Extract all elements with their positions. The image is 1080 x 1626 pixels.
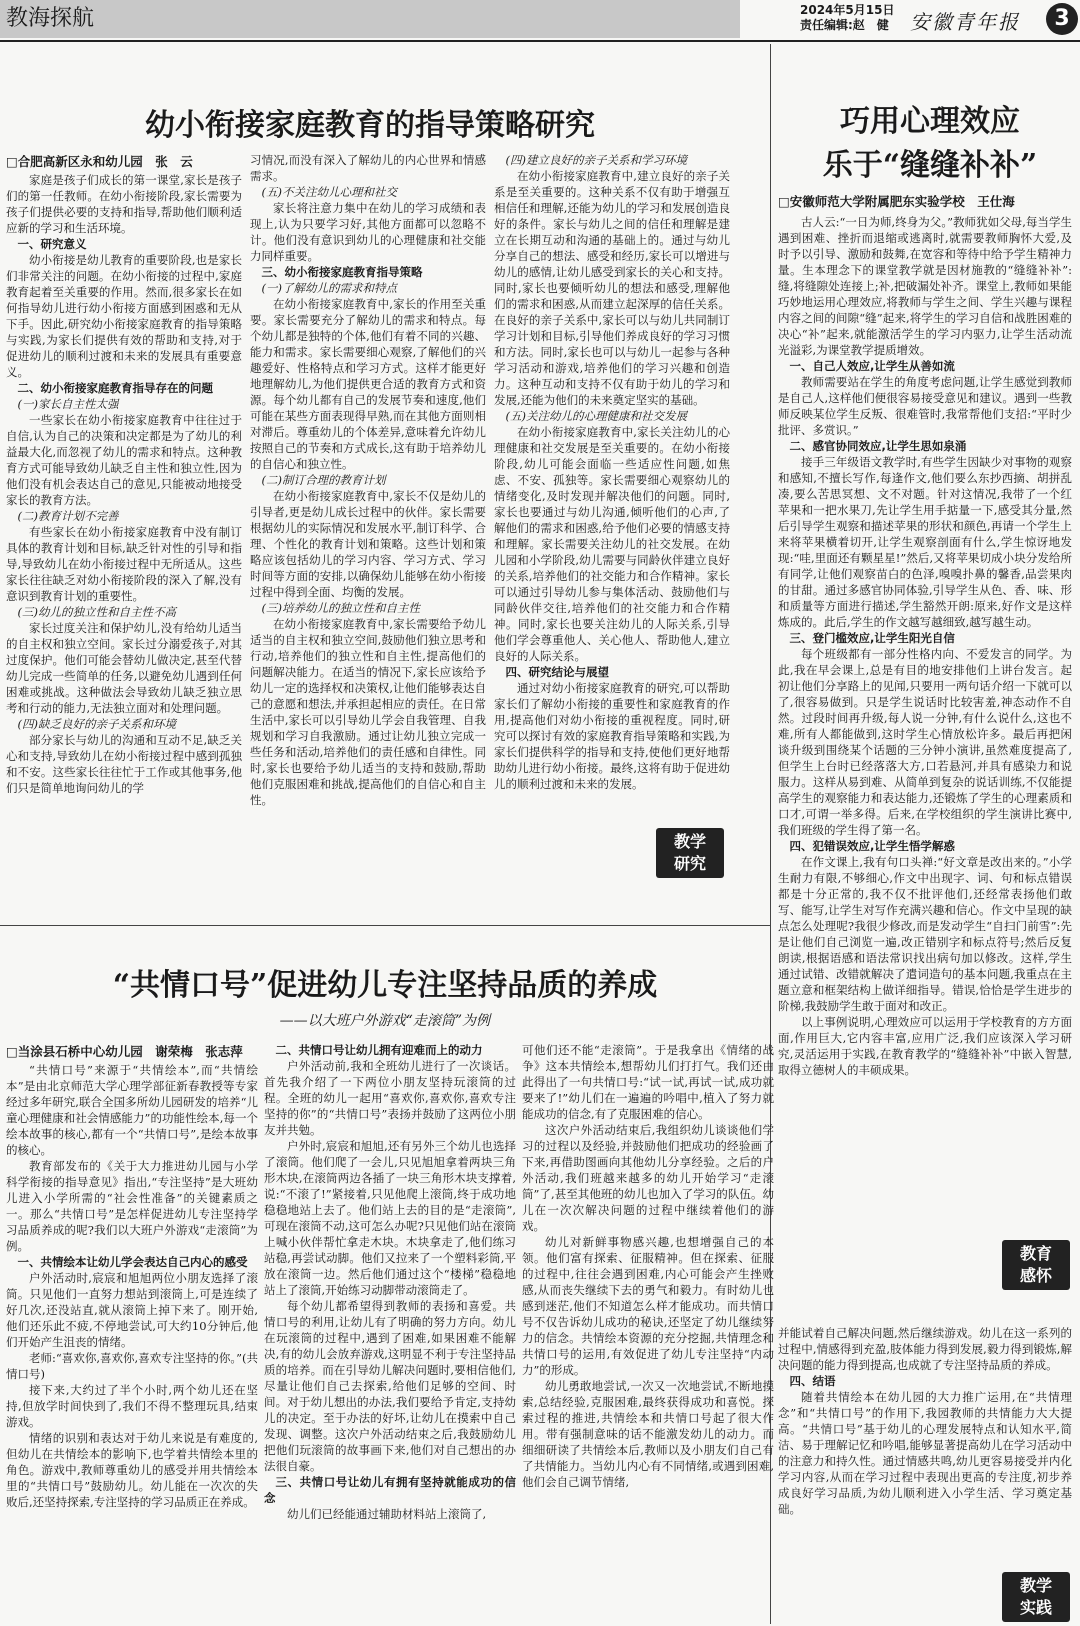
section-heading: (四)建立良好的亲子关系和学习环境 xyxy=(505,153,687,167)
article-3-col-1 xyxy=(6,1062,258,1622)
paragraph: 情绪的识别和表达对于幼儿来说是有难度的,但幼儿在共情绘本的影响下,也学着共情绘本里的角色。游戏中,教师尊重幼儿的感受并用共情绘本里的“共情口号”鼓励幼儿。幼儿能在一次次的失败后,还坚持探索,专注坚持的学习品质正在养成。 xyxy=(6,1431,258,1509)
section-heading: (四)缺乏良好的亲子关系和环境 xyxy=(17,717,176,731)
paragraph: 古人云:“一日为师,终身为父。”教师犹如父母,每当学生遇到困难、挫折而退缩或逃离时,就需要教师胸怀大爱,及时予以引导、激励和鼓舞,在宽容和等待中给予学生精神力量。生本理念下的课堂教学就是因材施教的“缝缝补补”:缝,将缝隙处连接上;补,把破漏处补齐。课堂上,教师如果能巧妙地运用心理效应,将教师与学生之间、学生兴趣与课程内容之间的间隙“缝”起来,将学生的学习自信和战胜困难的决心“补”起来,就能激活学生的学习内驱力,让学生活动流光溢彩,为课堂教学提质增效。 xyxy=(778,215,1072,357)
editor-credit: 责任编辑:赵 健 xyxy=(800,18,889,32)
paragraph: 教师需要站在学生的角度考虑问题,让学生感觉到教师是自己人,这样他们便很容易接受意见和建议。遇到一些教师反映某位学生反叛、很难管时,我常帮他们支招:“平时少批评、多赏识。” xyxy=(778,375,1072,437)
section-heading: (二)教育计划不完善 xyxy=(17,509,119,523)
section-heading: (五)不关注幼儿心理和社交 xyxy=(261,185,397,199)
article-3-col-3 xyxy=(522,1042,774,1622)
section-heading: 二、幼小衔接家庭教育指导存在的问题 xyxy=(17,381,213,395)
section-heading: 二、感官协同效应,让学生思如泉涌 xyxy=(789,439,967,453)
paragraph: 习情况,而没有深入了解幼儿的内心世界和情感需求。 xyxy=(250,153,486,183)
article-3-subtitle: ——以大班户外游戏“走滚筒”为例 xyxy=(279,1013,490,1029)
section-heading: 四、结语 xyxy=(789,1374,836,1388)
article-3-author: □当涂县石桥中心幼儿园 谢荣梅 张志萍 xyxy=(6,1044,243,1059)
section-heading: (一)了解幼儿的需求和特点 xyxy=(261,281,397,295)
paragraph: 部分家长与幼儿的沟通和互动不足,缺乏关心和支持,导致幼儿在幼小衔接过程中感到孤独和不安。这些家长往往忙于工作或其他事务,他们只是简单地询问幼儿的学 xyxy=(6,733,242,795)
paragraph: 接手三年级语文教学时,有些学生因缺少对事物的观察和感知,不擅长写作,每逢作文,他们要么东抄西摘、胡拼乱凑,要么苦思冥想、文不对题。针对这情况,我带了一个红苹果和一把水果刀,先让学生用手掂量一下,感受其分量,然后引导学生观察和描述苹果的形状和颜色,再请一个学生上来将苹果横着切开,让学生观察剖面有什么,学生惊讶地发现:“哇,里面还有颗星星!”然后,又将苹果切成小块分发给所有同学,让他们观察苗白的色泽,嗅嗅扑鼻的馨香,品尝果肉的甘甜。通过多感官协同体验,引导学生从色、香、味、形和质量等方面进行描述,学生豁然开朗:原来,好作文是这样炼成的。此后,学生的作文越写越细致,越写越生动。 xyxy=(778,455,1072,629)
section-heading: 一、共情绘本让幼儿学会表达自己内心的感受 xyxy=(17,1255,248,1269)
paragraph: 家长将注意力集中在幼儿的学习成绩和表现上,认为只要学习好,其他方面都可以忽略不计。他们没有意识到幼儿的心理健康和社交能力同样重要。 xyxy=(250,201,486,263)
paragraph: “共情口号”来源于“共情绘本”,而“共情绘本”是由北京师范大学心理学部征新春教授等专家经过多年研究,联合全国多所幼儿园研发的培养“儿童心理健康和社会情感能力”的功能性绘本,每一个绘本故事的核心,都有一个“共情口号”,是绘本故事的核心。 xyxy=(6,1063,258,1157)
section-heading: (二)制订合理的教育计划 xyxy=(261,473,386,487)
section-heading: 三、共情口号让幼儿有拥有坚持就能成功的信念 xyxy=(264,1475,516,1505)
paragraph: 每个班级都有一部分性格内向、不爱发言的同学。为此,我在早会课上,总是有目的地安排他们上讲台发言。起初让他们分享路上的见闻,只要用一两句话介绍一下就可以了,很容易做到。只是学生说话时比较害羞,神态动作不自然。过段时间再升级,每人说一分钟,有什么说什么,这也不难,所有人都能做到,这时学生心情放松许多。最后再把闲谈升级到围绕某个话题的三分钟小演讲,虽然难度提高了,但学生上台时已经落落大方,口若悬河,并具有感染力和说服力。这样从易到难、从简单到复杂的说话训练,不仅能提高学生的观察能力和表达能力,还锻炼了学生的心理素质和口才,可谓一举多得。后来,在学校组织的学生演讲比赛中,我们班级的学生得了第一名。 xyxy=(778,647,1072,837)
paragraph: 户外活动前,我和全班幼儿进行了一次谈话。首先我介绍了一下两位小朋友坚持玩滚筒的过程。全班的幼儿一起用“喜欢你,喜欢你,喜欢专注坚持的你”的“共情口号”表扬并鼓励了这两位小朋友并共勉。 xyxy=(264,1059,516,1137)
masthead-logo: 安徽青年报 xyxy=(910,10,1020,34)
paragraph: 户外时,宸宸和旭旭,还有另外三个幼儿也选择了滚筒。他们爬了一会儿,只见旭旭拿着两块三角形木块,在滚筒两边各插了一块三角形木块支撑着,说:“不滚了!”紧接着,只见他爬上滚筒,终于成功地稳稳地站上去了。他们站上去的目的是“走滚筒”,可现在滚筒不动,这可怎么办呢?只见他们站在滚筒上喊小伙伴帮忙拿走木块。木块拿走了,他们练习站稳,再尝试动脚。他们又拉来了一个塑料彩筒,平放在滚筒一边。然后他们通过这个“楼梯”稳稳地站上了滚筒,开始练习动脚带动滚筒走了。 xyxy=(264,1139,516,1297)
article-3-title: “共情口号”促进幼儿专注坚持品质的养成 xyxy=(112,968,658,1003)
article-1-tag xyxy=(656,828,724,878)
section-heading: 四、研究结论与展望 xyxy=(505,665,609,679)
paragraph: 家庭是孩子们成长的第一课堂,家长是孩子们的第一任教师。在幼小衔接阶段,家长需要为孩子们提供必要的支持和指导,帮助他们顺利适应新的学习和生活环境。 xyxy=(6,173,242,235)
section-heading: (三)幼儿的独立性和自主性不高 xyxy=(17,605,176,619)
paragraph: 老师:“喜欢你,喜欢你,喜欢专注坚持的你。”(共情口号) xyxy=(6,1351,258,1381)
tag-line: 感怀 xyxy=(1019,1266,1052,1285)
section-heading: 一、自己人效应,让学生从善如流 xyxy=(789,359,955,373)
paragraph: 在幼小衔接家庭教育中,建立良好的亲子关系是至关重要的。这种关系不仅有助于增强互相信任和理解,还能为幼儿的学习和发展创造良好的条件。家长与幼儿之间的信任和理解是建立在长期互动和沟通的基础上的。通过与幼儿分享自己的想法、感受和经历,家长可以增进与幼儿的感情,让幼儿感受到家长的关心和支持。同时,家长也要倾听幼儿的想法和感受,理解他们的需求和困惑,从而建立起深厚的信任关系。在良好的亲子关系中,家长可以与幼儿共同制订学习计划和目标,引导他们养成良好的学习习惯和方法。同时,家长也可以与幼儿一起参与各种学习活动和游戏,培养他们的学习兴趣和创造力。这种互动和支持不仅有助于幼儿的学习和发展,还能为他们的未来奠定坚实的基础。 xyxy=(494,169,730,407)
article-2-tag xyxy=(1002,1240,1070,1290)
article-1-title: 幼小衔接家庭教育的指导策略研究 xyxy=(145,108,595,143)
article-1-author: □合肥高新区永和幼儿园 张 云 xyxy=(6,154,193,169)
paragraph: 家长过度关注和保护幼儿,没有给幼儿适当的自主权和独立空间。家长过分溺爱孩子,对其过度保护。他们可能会替幼儿做决定,甚至代替幼儿完成一些简单的任务,以避免幼儿遇到任何困难或挑战。这种做法会导致幼儿缺乏独立思考和行动的能力,无法独立面对和处理问题。 xyxy=(6,621,242,715)
header-info xyxy=(800,3,894,33)
paragraph: 一些家长在幼小衔接家庭教育中往往过于自信,认为自己的决策和决定都是为了幼儿的利益最大化,而忽视了幼儿的需求和特点。这种教育方式可能导致幼儿缺乏自主性和独立性,因为他们没有机会表达自己的意见,只能被动地接受家长的教育方法。 xyxy=(6,413,242,507)
paragraph: 在幼小衔接家庭教育中,家长关注幼儿的心理健康和社交发展是至关重要的。在幼小衔接阶段,幼儿可能会面临一些适应性问题,如焦虑、不安、孤独等。家长需要细心观察幼儿的情绪变化,及时发现并解决他们的问题。同时,家长也要通过与幼儿沟通,倾听他们的心声,了解他们的需求和困惑,给予他们必要的情感支持和理解。家长需要关注幼儿的社交发展。在幼儿园和小学阶段,幼儿需要与同龄伙伴建立良好的关系,培养他们的社交能力和合作精神。家长可以通过引导幼儿参与集体活动、鼓励他们与同龄伙伴交往,培养他们的社交能力和合作精神。同时,家长也要关注幼儿的人际关系,引导他们学会尊重他人、关心他人、帮助他人,建立良好的人际关系。 xyxy=(494,425,730,663)
section-heading: 三、幼小衔接家庭教育指导策略 xyxy=(261,265,423,279)
paragraph: 在幼小衔接家庭教育中,家长的作用至关重要。家长需要充分了解幼儿的需求和特点。每个幼儿都是独特的个体,他们有着不同的兴趣、能力和需求。家长需要细心观察,了解他们的兴趣爱好、性格特点和学习方式。这样才能更好地理解幼儿,为他们提供更合适的教育方式和资源。每个幼儿都有自己的发展节奏和速度,他们可能在某些方面表现得早熟,而在其他方面则相对滞后。尊重幼儿的个体差异,意味着允许幼儿按照自己的节奏和方式成长,这有助于培养幼儿的自信心和独立性。 xyxy=(250,297,486,471)
paragraph: 以上事例说明,心理效应可以运用于学校教育的方方面面,作用巨大,它内容丰富,应用广泛,我们应该深入学习研究,灵活运用于实践,在教育教学的“缝缝补补”中嵌入智慧,取得立德树人的丰硕成果。 xyxy=(778,1015,1072,1077)
paragraph: 在幼小衔接家庭教育中,家长需要给予幼儿适当的自主权和独立空间,鼓励他们独立思考和行动,培养他们的独立性和自主性,提高他们的问题解决能力。在适当的情况下,家长应该给予幼儿一定的选择权和决策权,让他们能够表达自己的意愿和想法,并承担起相应的责任。在日常生活中,家长可以引导幼儿学会自我管理、自我规划和学习自我激励。通过让幼儿独立完成一些任务和活动,培养他们的责任感和自律性。同时,家长也要给予幼儿适当的支持和鼓励,帮助他们克服困难和挑战,提高他们的自信心和自主性。 xyxy=(250,617,486,807)
paragraph: 每个幼儿都希望得到教师的表扬和喜爱。共情口号的利用,让幼儿有了明确的努力方向。幼儿在玩滚筒的过程中,遇到了困难,如果困难不能解决,有的幼儿会放弃游戏,这明显不利于专注坚持品质的培养。而在引导幼儿解决问题时,要相信他们,尽量让他们自己去探索,给他们足够的空间、时间。对于幼儿想出的办法,我们要给予肯定,支持幼儿的决定。至于办法的好坏,让幼儿在摸索中自己发现、调整。这次户外活动结束之后,我鼓励幼儿把他们玩滚筒的故事画下来,他们对自己想出的办法很自豪。 xyxy=(264,1299,516,1473)
paragraph: 在幼小衔接家庭教育中,家长不仅是幼儿的引导者,更是幼儿成长过程中的伙伴。家长需要根据幼儿的实际情况和发展水平,制订科学、合理、个性化的教育计划和策略。这些计划和策略应该包括幼儿的学习内容、学习方式、学习时间等方面的安排,以确保幼儿能够在幼小衔接过程中得到全面、均衡的发展。 xyxy=(250,489,486,599)
article-2-author: □安徽师范大学附属肥东实验学校 王仕海 xyxy=(778,194,1015,209)
tag-line: 教育 xyxy=(1019,1244,1052,1263)
section-heading: (五)关注幼儿的心理健康和社交发展 xyxy=(505,409,687,423)
section-heading: 三、登门槛效应,让学生阳光自信 xyxy=(789,631,955,645)
tag-line: 教学 xyxy=(673,832,706,851)
paragraph: 可他们还不能“走滚筒”。于是我拿出《情绪的战争》这本共情绘本,想帮幼儿们打打气。我们还由此得出了一句共情口号:“试一试,再试一试,成功就要来了!”幼儿们在一遍遍的吟唱中,植入了努力就能成功的信念,有了克服困难的信心。 xyxy=(522,1043,774,1121)
paragraph: 幼儿对新鲜事物感兴趣,也想增强自己的本领。他们富有探索、征服精神。但在探索、征服的过程中,往往会遇到困难,内心可能会产生挫败感,从而丧失继续下去的勇气和毅力。有时幼儿也感到迷茫,他们不知道怎么样才能成功。而共情口号不仅告诉幼儿成功的秘诀,还坚定了幼儿继续努力的信念。共情绘本资源的充分挖掘,共情理念和共情口号的运用,有效促进了幼儿专注坚持“内动力”的形成。 xyxy=(522,1235,774,1377)
tag-line: 研究 xyxy=(673,854,706,873)
paragraph: 幼小衔接是幼儿教育的重要阶段,也是家长们非常关注的问题。在幼小衔接的过程中,家庭教育起着至关重要的作用。然而,很多家长在如何指导幼儿进行幼小衔接方面感到困惑和无从下手。因此,研究幼小衔接家庭教育的指导策略与实践,为家长们提供有效的帮助和支持,对于促进幼儿的顺利过渡和未来的发展具有重要意义。 xyxy=(6,253,242,379)
section-heading: 四、犯错误效应,让学生悟学解惑 xyxy=(789,839,955,853)
section-rule xyxy=(0,925,770,926)
paragraph: 随着共情绘本在幼儿园的大力推广运用,在“共情理念”和“共情口号”的作用下,我园教师的共情能力大大提高。“共情口号”基于幼儿的心理发展特点和认知水平,简洁、易于理解记忆和吟唱,能够显著提高幼儿在学习活动中的注意力和持久性。通过情感共鸣,幼儿更容易接受并内化学习内容,从而在学习过程中表现出更高的专注度,初步养成良好学习品质,为幼儿顺利进入小学生活、学习奠定基础。 xyxy=(778,1390,1072,1516)
section-heading: (一)家长自主性太强 xyxy=(17,397,119,411)
article-1-col-1 xyxy=(6,172,242,888)
section-heading: 二、共情口号让幼儿拥有迎难而上的动力 xyxy=(275,1043,483,1057)
paragraph: 在作文课上,我有句口头禅:“好文章是改出来的。”小学生耐力有限,不够细心,作文中出现字、词、句和标点错误都是十分正常的,我不仅不批评他们,还经常表扬他们敢写、能写,让学生对写作充满兴趣和信心。作文中呈现的缺点怎么处理呢?我很少修改,而是发动学生“自扫门前雪”:先是让他们自己浏览一遍,改正错别字和标点符号;然后反复朗读,根据语感和语法常识找出病句加以修改。这样,学生通过试错、改错就解决了遣词造句的基本问题,我重点在主题立意和框架结构上做详细指导。错误,恰恰是学生进步的阶梯,我鼓励学生敢于面对和改正。 xyxy=(778,855,1072,1013)
article-2-title xyxy=(790,100,1070,188)
article-1-col-2 xyxy=(250,152,486,888)
paragraph: 幼儿勇敢地尝试,一次又一次地尝试,不断地摸索,总结经验,克服困难,最终获得成功和喜悦。探索过程的推进,共情绘本和共情口号起了很大作用。带有强制意味的话不能激发幼儿的动力。而细细研读了共情绘本后,教师以及小朋友们自己有了共情能力。当幼儿内心有不同情绪,或遇到困难,他们会自己调节情绪, xyxy=(522,1379,774,1489)
issue-date: 2024年5月15日 xyxy=(800,3,895,17)
paragraph: 户外活动时,宸宸和旭旭两位小朋友选择了滚筒。只见他们一直努力想站到滚筒上,可是连续了好几次,还没站直,就从滚筒上掉下来了。刚开始,他们还乐此不疲,不停地尝试,可大约10分钟后,他们开始产生沮丧的情绪。 xyxy=(6,1271,258,1349)
paragraph: 教育部发布的《关于大力推进幼儿园与小学科学衔接的指导意见》指出,“专注坚持”是大班幼儿进入小学所需的“社会性准备”的关键素质之一。那么“共情口号”是怎样促进幼儿专注坚持学习品质养成的呢?我们以大班户外游戏“走滚筒”为例。 xyxy=(6,1159,258,1253)
title-line: 巧用心理效应 xyxy=(840,104,1020,139)
page-header xyxy=(0,0,1080,42)
article-1-col-3 xyxy=(494,152,730,888)
section-heading: (三)培养幼儿的独立性和自主性 xyxy=(261,601,420,615)
paragraph: 有些家长在幼小衔接家庭教育中没有制订具体的教育计划和目标,缺乏针对性的引导和指导,导致幼儿在幼小衔接过程中无所适从。这些家长往往缺乏对幼小衔接阶段的深入了解,没有意识到教育计划的重要性。 xyxy=(6,525,242,603)
tag-line: 教学 xyxy=(1019,1576,1052,1595)
paragraph: 并能试着自己解决问题,然后继续游戏。幼儿在这一系列的过程中,情感得到充盈,肢体能力得到发展,毅力得到锻炼,解决问题的能力得到提高,也成就了专注坚持品质的养成。 xyxy=(778,1326,1072,1372)
paragraph: 幼儿们已经能通过辅助材料站上滚筒了, xyxy=(287,1507,487,1521)
title-line: 乐于“缝缝补补” xyxy=(822,148,1038,183)
paragraph: 这次户外活动结束后,我组织幼儿谈谈他们学习的过程以及经验,并鼓励他们把成功的经验画了下来,再借助图画向其他幼儿分享经验。之后的户外活动,我们班越来越多的幼儿开始学习“走滚筒”了,甚至其他班的幼儿也加入了学习的队伍。幼儿在一次次解决问题的过程中继续着他们的游戏。 xyxy=(522,1123,774,1233)
article-3-tag xyxy=(1002,1572,1070,1622)
page-number: 3 xyxy=(1046,3,1078,35)
paragraph: 通过对幼小衔接家庭教育的研究,可以帮助家长们了解幼小衔接的重要性和家庭教育的作用,提高他们对幼小衔接的重视程度。同时,研究可以探讨有效的家庭教育指导策略和实践,为家长们提供科学的指导和支持,使他们更好地帮助幼儿进行幼小衔接。最终,这将有助于促进幼儿的顺利过渡和未来的发展。 xyxy=(494,681,730,791)
article-3-col-2 xyxy=(264,1042,516,1622)
section-heading: 一、研究意义 xyxy=(17,237,87,251)
section-name: 教海探航 xyxy=(0,0,740,38)
paragraph: 接下来,大约过了半个小时,两个幼儿还在坚持,但放学时间快到了,我们不得不整理玩具,结束游戏。 xyxy=(6,1383,258,1429)
tag-line: 实践 xyxy=(1019,1598,1052,1617)
